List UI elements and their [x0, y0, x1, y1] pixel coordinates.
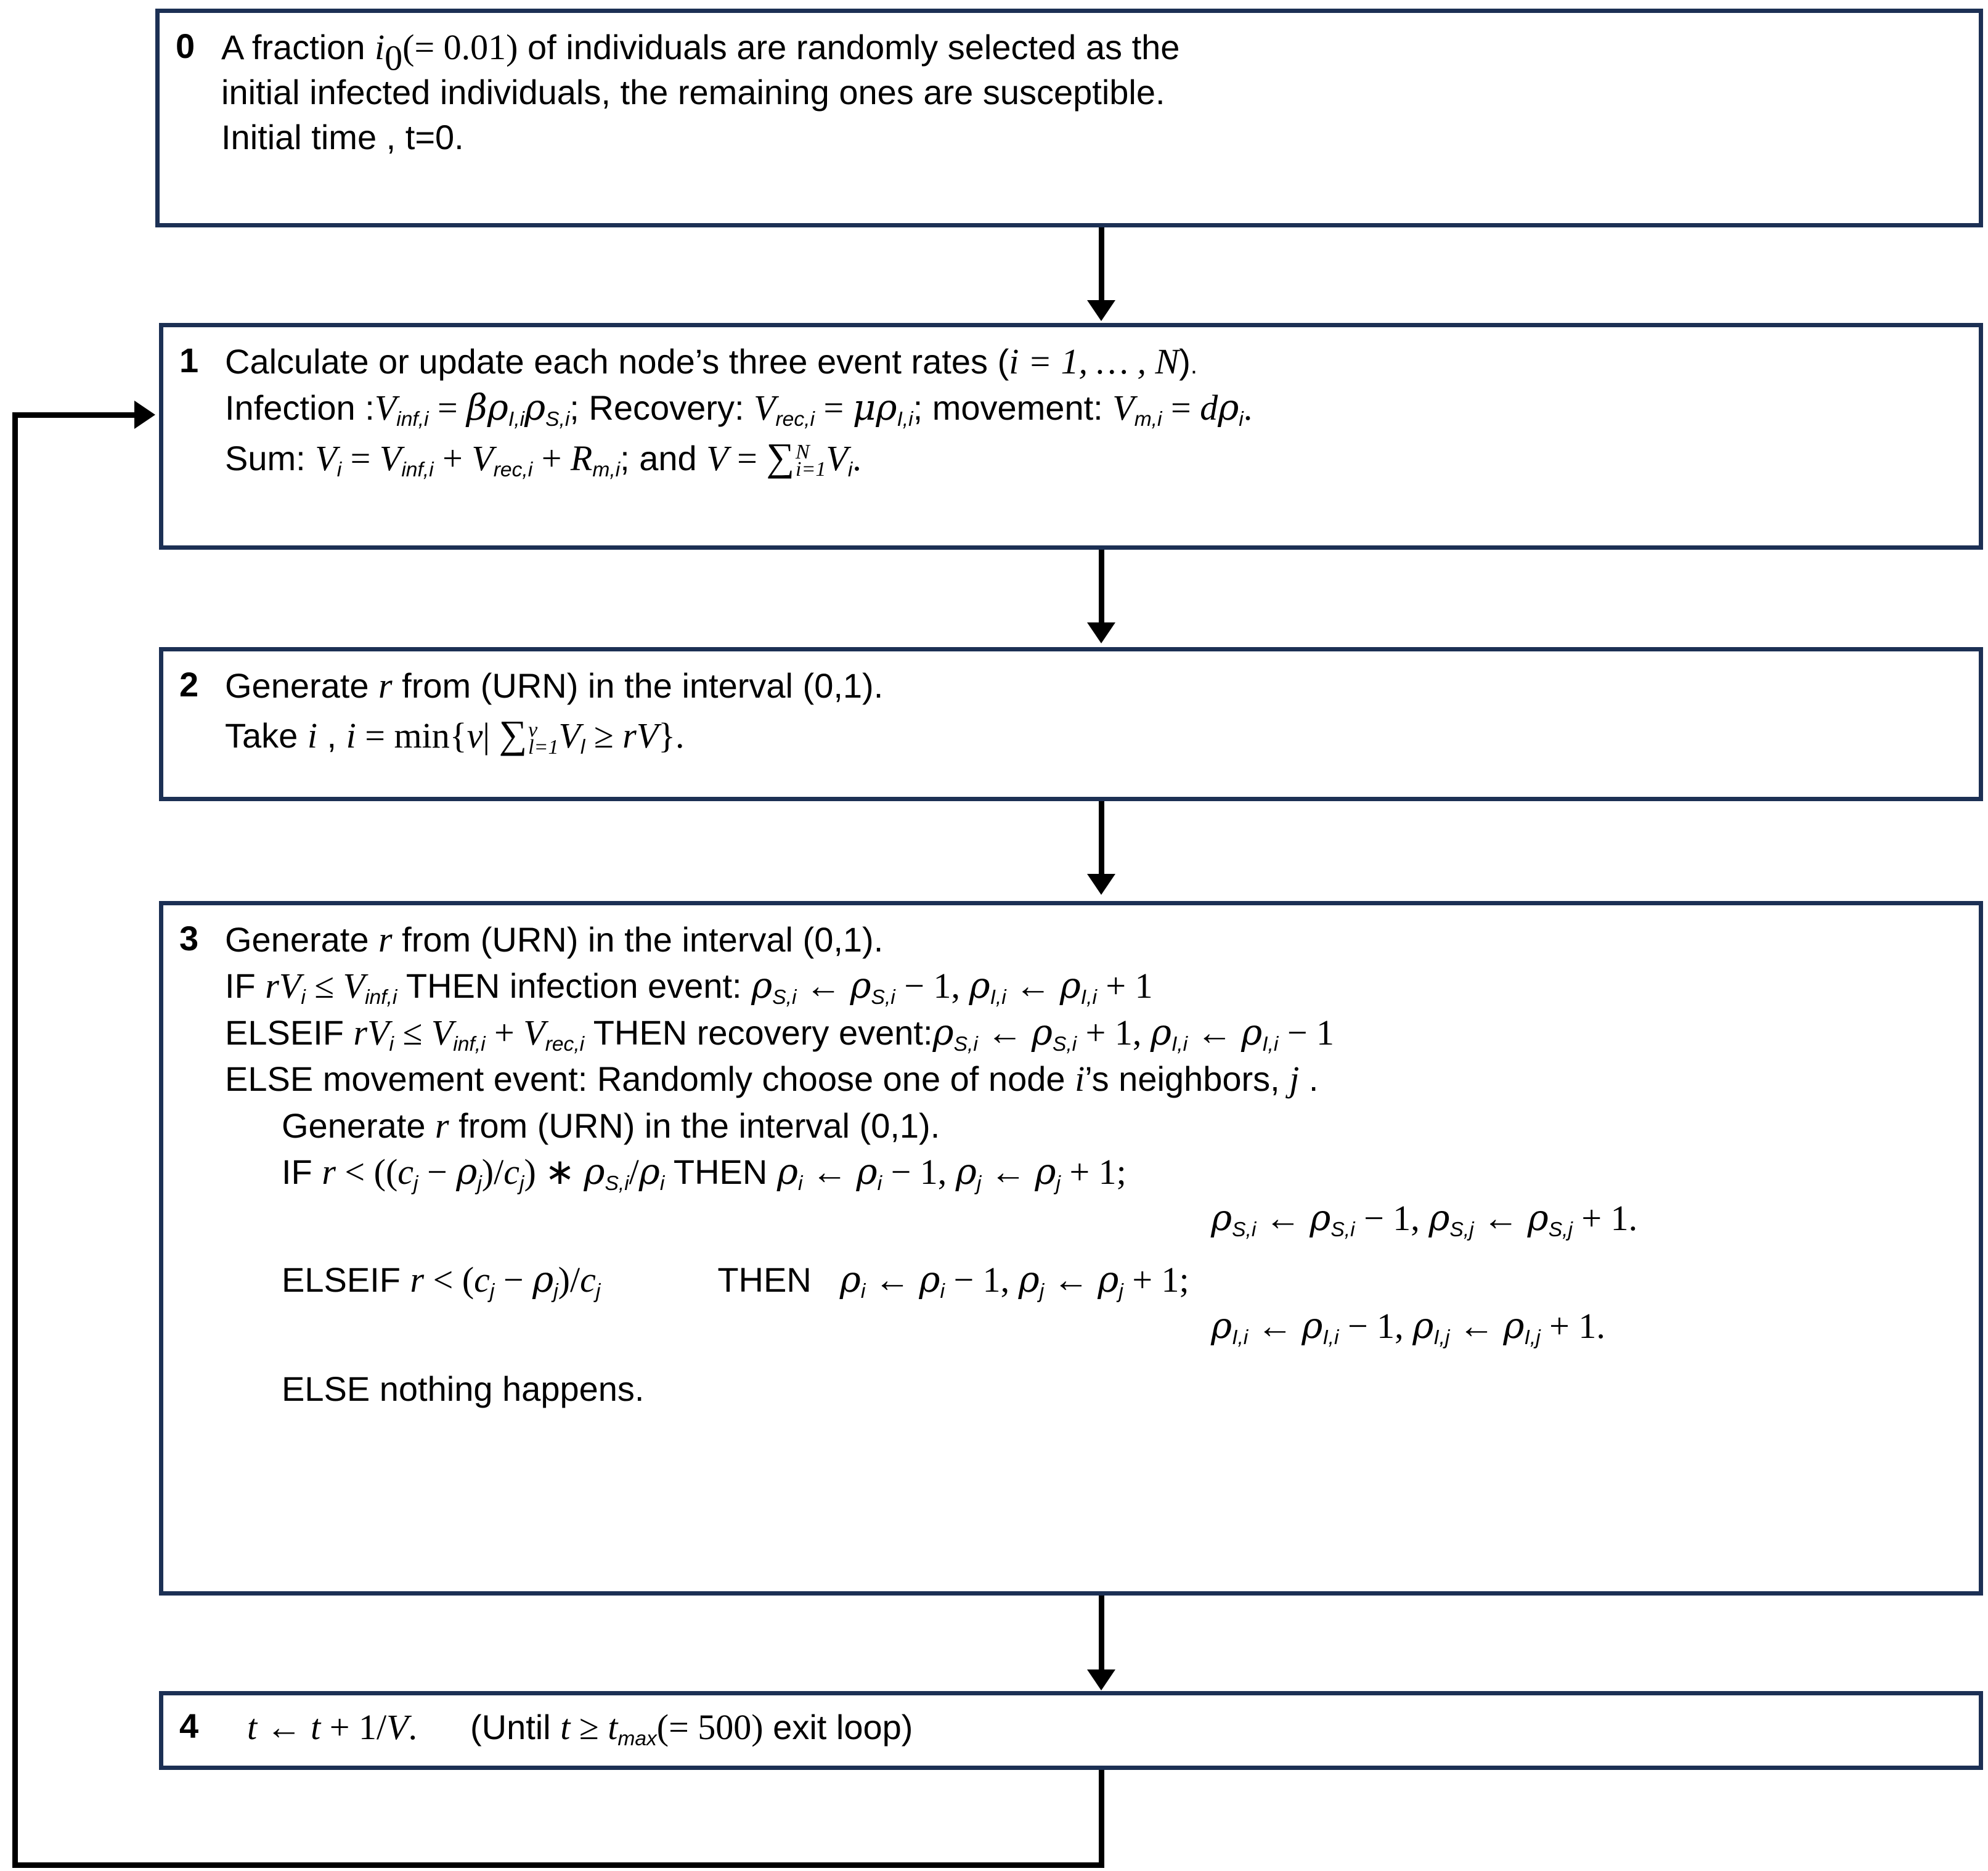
step3-l7-a4sub: S,j: [1548, 1218, 1573, 1242]
step3-l8-if: ELSEIF: [282, 1260, 410, 1299]
step3-l7-arr1: ←: [1256, 1198, 1310, 1239]
step3-l2-r1: ρ: [751, 964, 773, 1007]
step3-line-6: [225, 1149, 1963, 1195]
loopback-down-from-step4: [1099, 1770, 1104, 1868]
step3-l9-m: − 1,: [1338, 1306, 1413, 1347]
step3-l8-o: (: [462, 1259, 475, 1300]
step2-l2-rV: rV: [622, 715, 659, 756]
step3-l3-r1: ρ: [932, 1011, 954, 1053]
step-body-2: [225, 662, 1963, 760]
step3-l9-a1sub: I,i: [1232, 1326, 1249, 1350]
summation-limits-1: [796, 442, 826, 480]
step3-line-7: [225, 1195, 1963, 1241]
step3-l6-c1: c: [397, 1151, 414, 1192]
step2-line-1: [225, 662, 1963, 709]
step3-l4-i: i: [1075, 1059, 1085, 1099]
step3-l8-pj2: ρ: [1098, 1258, 1119, 1300]
step3-l6-lt: <: [335, 1151, 374, 1192]
step2-l1-b: from (URN) in the interval (0,1).: [392, 666, 884, 705]
step3-l9-a4: ρ: [1503, 1305, 1525, 1347]
step4-t1: t: [247, 1707, 258, 1747]
step1-l2-d: d: [1200, 388, 1218, 428]
step3-l8-pi2: ρ: [919, 1258, 940, 1300]
step3-l6-r: r: [322, 1151, 336, 1192]
step2-l2-end: }.: [658, 715, 685, 756]
step3-l5-a: Generate: [282, 1106, 436, 1145]
step3-l6-pi2: ρ: [856, 1150, 878, 1192]
step-number-1: 1: [179, 341, 199, 380]
step3-l8-pi2sub: i: [940, 1279, 945, 1303]
step3-l6-p1sub: j: [477, 1172, 482, 1196]
step2-l2-V: V: [558, 715, 581, 756]
step1-l3-r: R: [570, 438, 593, 478]
step1-l2-rho1sub: I,i: [508, 408, 524, 431]
step3-l7-a3sub: S,j: [1449, 1218, 1474, 1242]
step3-l9-arr1: ←: [1248, 1306, 1302, 1347]
step1-l2-v3sub: m,i: [1134, 408, 1162, 431]
step3-l8-pj1: ρ: [1018, 1258, 1040, 1300]
step1-l3-and: ; and: [620, 438, 707, 478]
step3-l7-p: + 1.: [1572, 1198, 1638, 1239]
step2-l2-c: = min{: [356, 715, 467, 756]
step4-v: V: [386, 1707, 409, 1747]
loopback-bottom-horizontal: [12, 1862, 1104, 1868]
step3-l8-pj1sub: j: [1039, 1279, 1045, 1303]
step3-l6-sl2: /: [629, 1151, 639, 1192]
step3-l2-arr1: ←: [796, 966, 850, 1006]
step-body-3: [225, 916, 1963, 1411]
step3-l3-r4sub: I,i: [1262, 1032, 1279, 1056]
step3-l3-rv: rV: [353, 1012, 389, 1053]
step1-l1-a: Calculate or update each node’s three event rates (: [225, 342, 1009, 381]
step1-line-2: [225, 385, 1963, 431]
step3-l6-pj2sub: j: [1056, 1172, 1061, 1196]
arrow-head-2-to-3: [1087, 874, 1115, 895]
step3-l6-expr1: ((: [373, 1151, 398, 1192]
step3-l1-a: Generate: [225, 920, 379, 959]
step3-l6-if: IF: [282, 1152, 322, 1191]
step0-l1-a: A fraction: [221, 28, 375, 67]
step3-l7-a2: ρ: [1310, 1197, 1331, 1239]
step2-l2-i1: i: [307, 715, 317, 756]
step3-l8-then: THEN: [717, 1260, 812, 1299]
step4-arr: ←: [257, 1707, 311, 1747]
summation-sign-2: ∑: [499, 712, 528, 757]
step3-l9-a2sub: I,i: [1322, 1326, 1339, 1350]
step3-l3-plus0: +: [485, 1012, 524, 1053]
connector-3-to-4: [1099, 1596, 1104, 1672]
step1-l3-plus2: +: [532, 438, 571, 478]
step3-line-2: [225, 963, 1963, 1009]
step3-l8-c1: c: [474, 1259, 490, 1300]
arrow-head-0-to-1: [1087, 300, 1115, 321]
step3-l9-arr2: ←: [1449, 1306, 1504, 1347]
step3-line-10: ELSE nothing happens.: [282, 1369, 645, 1408]
step3-l8-c2: c: [580, 1259, 596, 1300]
step2-l2-ge: ≥: [585, 715, 623, 756]
step-box-1: [159, 323, 1983, 550]
step1-l2-semi: ; Recovery:: [569, 388, 754, 428]
step3-line-4: [225, 1056, 1963, 1102]
step3-l2-minus: − 1,: [895, 966, 969, 1006]
arrow-head-loopback-into-step1: [134, 401, 155, 429]
step4-plus: + 1/: [320, 1707, 387, 1747]
step4-dot: .: [408, 1707, 418, 1747]
step-number-3: 3: [179, 919, 199, 958]
step3-line-8: [225, 1257, 1963, 1303]
step3-l3-v1: V: [431, 1012, 454, 1053]
step-box-3: [159, 901, 1983, 1596]
step1-l3-plus: +: [433, 438, 472, 478]
step1-l3-dot: .: [852, 438, 862, 478]
step0-l1-i: i: [375, 27, 385, 67]
step2-line-2: [225, 709, 1963, 760]
step-body-0: [221, 24, 1963, 160]
step1-l3-a: Sum:: [225, 438, 316, 478]
step3-l7-a2sub: S,i: [1330, 1218, 1355, 1242]
step1-l2-rho3: ρ: [876, 386, 897, 429]
step3-l6-pj1: ρ: [955, 1150, 977, 1192]
step3-l3-r4: ρ: [1241, 1011, 1263, 1053]
step0-line-1: [221, 24, 1963, 78]
step3-l3-arr2: ←: [1188, 1012, 1242, 1053]
step1-l3-v2sub: rec,i: [493, 458, 533, 481]
step3-l6-c1sub: j: [413, 1172, 418, 1196]
step3-l3-v2: V: [523, 1012, 545, 1053]
arrow-head-3-to-4: [1087, 1669, 1115, 1690]
step1-l2-beta: β: [466, 386, 487, 429]
step3-l8-r: r: [410, 1259, 425, 1300]
step1-l2-v2: V: [754, 388, 776, 428]
step1-l2-rho2sub: S,i: [545, 408, 570, 431]
step3-l5-b: from (URN) in the interval (0,1).: [449, 1106, 940, 1145]
step1-l1-b: i = 1, … , N: [1009, 341, 1179, 381]
step3-l2-v: V: [343, 966, 365, 1006]
step3-l4-c: .: [1299, 1059, 1319, 1099]
step1-l2-a: Infection :: [225, 388, 375, 428]
arrow-head-1-to-2: [1087, 622, 1115, 643]
step3-l8-arr2: ←: [1044, 1259, 1098, 1300]
step4-ge: ≥: [570, 1707, 608, 1747]
step1-l3-v2: V: [471, 438, 494, 478]
step3-l2-arr2: ←: [1006, 966, 1060, 1006]
step3-line-1: [225, 916, 1963, 963]
step3-l2-le: ≤: [305, 966, 343, 1006]
step3-l6-c2sub: j: [519, 1172, 524, 1196]
step1-line-1: [225, 338, 1963, 385]
step3-l2-r4: ρ: [1059, 964, 1081, 1007]
step4-tmax: t: [608, 1707, 618, 1747]
step3-l2-rvsub: i: [301, 986, 306, 1009]
step3-l8-pi1sub: i: [860, 1279, 866, 1303]
step1-line-3: [225, 431, 1963, 483]
step3-l8-p1: ρ: [532, 1258, 554, 1300]
step3-l3-le: ≤: [394, 1012, 431, 1053]
step1-l2-v3: V: [1112, 388, 1135, 428]
step1-l1-d: .: [1190, 352, 1198, 379]
step3-l3-r2sub: S,i: [1052, 1032, 1077, 1056]
step2-l2-b: ,: [317, 716, 346, 756]
step3-l3-plus: + 1,: [1077, 1012, 1151, 1053]
step3-line-3: [225, 1009, 1963, 1056]
step1-l3-vv: V: [706, 438, 728, 478]
step4-line-1: [225, 1704, 1963, 1750]
step0-line-3: Initial time , t=0.: [221, 118, 464, 157]
step3-l6-arr2: ←: [981, 1151, 1035, 1192]
step3-l7-a1: ρ: [1211, 1197, 1232, 1239]
step1-l2-rho2: ρ: [524, 386, 546, 429]
step1-l3-vlast: V: [826, 438, 848, 478]
step3-l2-vsub: inf,i: [365, 986, 397, 1009]
step-box-0: [155, 9, 1983, 227]
step3-l7-a4: ρ: [1527, 1197, 1549, 1239]
step3-l5-r: r: [435, 1105, 449, 1146]
step3-l9-a4sub: I,j: [1524, 1326, 1541, 1350]
step3-l2-plus: + 1: [1096, 966, 1153, 1006]
step3-l2-r2sub: S,i: [871, 986, 895, 1009]
step3-l7-m: − 1,: [1355, 1198, 1429, 1239]
step3-l9-a3sub: I,j: [1433, 1326, 1450, 1350]
step1-l2-rho4sub: i: [1239, 408, 1244, 431]
step1-l2-mv: ; movement:: [913, 388, 1113, 428]
step3-l8-p1x: + 1;: [1123, 1259, 1189, 1300]
step3-l2-then: THEN infection event:: [397, 966, 752, 1006]
step2-l2-i2: i: [346, 715, 356, 756]
step3-l4-b: ’s neighbors,: [1085, 1059, 1290, 1099]
step1-l2-v2sub: rec,i: [775, 408, 815, 431]
step-number-2: 2: [179, 665, 199, 704]
step-box-2: [159, 647, 1983, 801]
step1-l2-eq3: =: [1162, 388, 1200, 428]
step1-l2-rho1: ρ: [487, 386, 508, 429]
connector-0-to-1: [1099, 227, 1104, 303]
step4-until-a: (Until: [470, 1708, 561, 1747]
connector-1-to-2: [1099, 550, 1104, 625]
step3-l6-cp: ) ∗: [524, 1151, 584, 1192]
step3-l3-r1sub: S,i: [953, 1032, 978, 1056]
step3-line-9: [225, 1303, 1963, 1349]
step3-l8-c1sub: j: [489, 1279, 495, 1303]
step1-l3-vlastsub: i: [847, 458, 853, 481]
step3-l2-r3sub: I,i: [990, 986, 1006, 1009]
step1-l2-eq: =: [428, 388, 467, 428]
step4-t3: t: [560, 1707, 571, 1747]
step3-l2-if: IF: [225, 966, 266, 1006]
step3-l8-mi: −: [494, 1259, 533, 1300]
step3-l3-if: ELSEIF: [225, 1013, 354, 1052]
step1-l2-v1sub: inf,i: [396, 408, 429, 431]
sum1-upper: N: [796, 440, 810, 463]
step0-l1-b: (= 0.01): [402, 27, 518, 67]
step1-l2-v1: V: [374, 388, 397, 428]
connector-2-to-3: [1099, 801, 1104, 876]
step3-l6-arr1: ←: [802, 1151, 857, 1192]
step3-l4-j: j: [1289, 1059, 1300, 1099]
step3-l6-p3: ρ: [638, 1150, 660, 1192]
step1-l3-v1sub: inf,i: [401, 458, 434, 481]
step2-l2-v: v: [466, 715, 483, 756]
step3-l3-minus: − 1: [1278, 1012, 1335, 1053]
step3-l3-v2sub: rec,i: [545, 1032, 585, 1056]
sum2-upper: v: [528, 718, 538, 741]
step3-line-5: [225, 1103, 1963, 1149]
step3-l9-p: + 1.: [1540, 1306, 1605, 1347]
step3-l8-pi1: ρ: [839, 1258, 861, 1300]
step4-t2: t: [311, 1707, 321, 1747]
step0-l1-c: of individuals are randomly selected as the: [518, 28, 1180, 67]
step3-l7-a1sub: S,i: [1232, 1218, 1257, 1242]
step3-l1-b: from (URN) in the interval (0,1).: [392, 920, 884, 959]
step3-l6-then: THEN: [664, 1152, 777, 1191]
summation-sign-1: ∑: [766, 434, 794, 479]
step4-exit: exit loop): [763, 1708, 913, 1747]
step1-l3-v: V: [315, 438, 337, 478]
step3-l3-rvsub: i: [389, 1032, 394, 1056]
summation-limits-2: [528, 720, 558, 758]
loopback-into-step1-horizontal: [12, 412, 136, 418]
step3-l2-r1sub: S,i: [772, 986, 797, 1009]
step1-l3-v1: V: [379, 438, 402, 478]
step-box-4: [159, 1691, 1983, 1770]
step3-l9-a2: ρ: [1302, 1305, 1323, 1347]
step-body-1: [225, 338, 1963, 483]
step3-l6-c2: c: [503, 1151, 519, 1192]
step2-l1-a: Generate: [225, 666, 379, 705]
step3-l6-p1: ρ: [456, 1150, 478, 1192]
step2-l2-a: Take: [225, 716, 308, 756]
step3-l1-r: r: [378, 919, 393, 960]
step2-l1-r: r: [378, 666, 393, 706]
step4-tmax-sub: max: [617, 1727, 657, 1751]
step1-l2-rho4: ρ: [1218, 386, 1239, 429]
step3-l7-arr2: ←: [1473, 1198, 1528, 1239]
step3-l2-r4sub: I,i: [1080, 986, 1097, 1009]
step1-l2-rho3sub: I,i: [897, 408, 913, 431]
step3-l9-a3: ρ: [1412, 1305, 1434, 1347]
step3-l6-pi1: ρ: [776, 1150, 799, 1192]
step3-l3-v1sub: inf,i: [453, 1032, 486, 1056]
step3-l8-p1sub: j: [553, 1279, 558, 1303]
step3-l6-mi: −: [418, 1151, 457, 1192]
step1-l2-mu: μ: [852, 386, 876, 429]
step3-l3-r3: ρ: [1150, 1011, 1171, 1053]
sum1-lower: i=1: [796, 457, 826, 481]
step2-l2-Vsub: l: [580, 736, 585, 759]
step2-l2-bar: |: [483, 715, 499, 756]
step3-l2-r3: ρ: [969, 964, 990, 1007]
step-body-4: [225, 1704, 1963, 1750]
step3-l6-pj2: ρ: [1035, 1150, 1056, 1192]
step0-line-2: initial infected individuals, the remaining ones are susceptible.: [221, 73, 1165, 112]
step4-paren: (= 500): [656, 1707, 764, 1747]
step3-l8-pj2sub: j: [1118, 1279, 1123, 1303]
step3-l9-a1: ρ: [1211, 1305, 1232, 1347]
step3-l6-sl: )/: [481, 1151, 504, 1192]
step-number-4: 4: [179, 1706, 199, 1745]
step3-l3-arr1: ←: [977, 1012, 1032, 1053]
step3-l6-pi2sub: i: [877, 1172, 882, 1196]
step3-l6-p1x: + 1;: [1060, 1151, 1126, 1192]
step1-l2-eq2: =: [814, 388, 853, 428]
step3-l6-p3sub: i: [659, 1172, 665, 1196]
step3-l3-r2: ρ: [1031, 1011, 1053, 1053]
step1-l1-c: ): [1179, 342, 1191, 381]
step3-l2-r2: ρ: [850, 964, 871, 1007]
step3-l6-pi1sub: i: [798, 1172, 803, 1196]
step3-l3-then: THEN recovery event:: [584, 1013, 933, 1052]
step-number-0: 0: [176, 26, 195, 65]
step3-l7-a3: ρ: [1428, 1197, 1450, 1239]
step3-l8-lt: <: [424, 1259, 462, 1300]
step3-l4-a: ELSE movement event: Randomly choose one of node: [225, 1059, 1075, 1099]
step3-l6-m1: − 1,: [882, 1151, 956, 1192]
step1-l3-vsub: i: [336, 458, 342, 481]
step1-l3-eq: =: [341, 438, 380, 478]
step3-l8-sl: )/: [558, 1259, 581, 1300]
step3-l6-p2: ρ: [584, 1150, 605, 1192]
loopback-left-vertical: [12, 412, 18, 1868]
step3-l8-arr1: ←: [865, 1259, 919, 1300]
step3-l2-rv: rV: [265, 966, 301, 1006]
step0-l1-sub: 0: [385, 38, 403, 78]
sum2-lower: l=1: [528, 735, 559, 759]
step1-l3-rsub: m,i: [592, 458, 621, 481]
step1-l2-end: .: [1243, 388, 1253, 428]
step3-l6-p2sub: S,i: [605, 1172, 629, 1196]
step3-l8-m1: − 1,: [944, 1259, 1019, 1300]
step3-l6-pj1sub: j: [976, 1172, 982, 1196]
step3-l3-r3sub: I,i: [1171, 1032, 1188, 1056]
step3-l8-c2sub: j: [595, 1279, 601, 1303]
step1-l3-eq2: =: [728, 438, 767, 478]
